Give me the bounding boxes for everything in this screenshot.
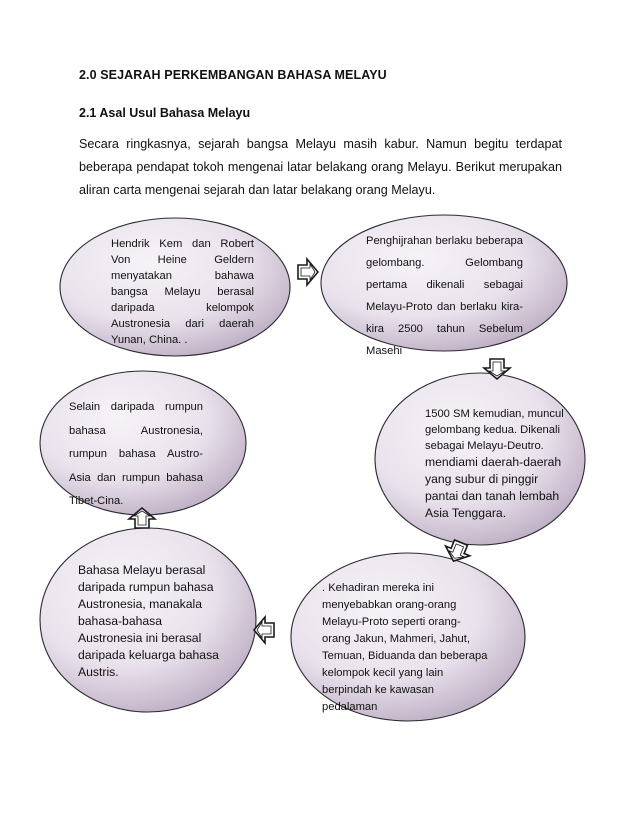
intro-paragraph: Secara ringkasnya, sejarah bangsa Melayu masih kabur. Namun begitu terdapat beberapa pendapat tokoh mengenai latar belakang orang Melayu. Berikut merupakan aliran carta mengenai sejarah dan latar belakang orang Melayu. bbox=[79, 137, 562, 197]
node-top-left-text: Hendrik Kem dan Robert Von Heine Geldern menyatakan bahawa bangsa Melayu berasal daripada kelompok Austronesia dari daerah Yunan, China. . bbox=[111, 238, 254, 346]
subsection-heading: 2.1 Asal Usul Bahasa Melayu bbox=[79, 106, 251, 120]
node-bottom-left-text: Bahasa Melayu berasal daripada rumpun bahasa Austronesia, manakala bahasa-bahasa Austronesia ini berasal daripada keluarga bahasa Austris. bbox=[78, 563, 219, 679]
node-middle-right bbox=[425, 406, 573, 522]
node-bottom-right-text: . Kehadiran mereka ini menyebabkan orang-orang Melayu-Proto seperti orang-orang Jakun, Mahmeri, Jahut, Temuan, Biduanda dan beberapa kelompok kecil yang lain berpindah ke kawasan pedalaman bbox=[322, 582, 488, 713]
arrow-right-icon bbox=[298, 259, 318, 285]
node-middle-right-line1: 1500 SM kemudian, muncul gelombang kedua. Dikenali sebagai Melayu-Deutro. bbox=[425, 408, 564, 452]
node-middle-right-line2: mendiami daerah-daerah yang subur di pinggir pantai dan tanah lembah Asia Tenggara. bbox=[425, 455, 562, 520]
node-top-right-text: Penghijrahan berlaku beberapa gelombang. Gelombang pertama dikenali sebagai Melayu-Proto dan berlaku kira-kira 2500 tahun Sebelum Masehi bbox=[366, 235, 523, 357]
node-middle-left-text: Selain daripada rumpun bahasa Austronesia, rumpun bahasa Austro-Asia dan rumpun bahasa Tibet-Cina. bbox=[69, 401, 203, 507]
section-heading: 2.0 SEJARAH PERKEMBANGAN BAHASA MELAYU bbox=[79, 68, 387, 82]
arrow-left-icon bbox=[254, 617, 274, 643]
